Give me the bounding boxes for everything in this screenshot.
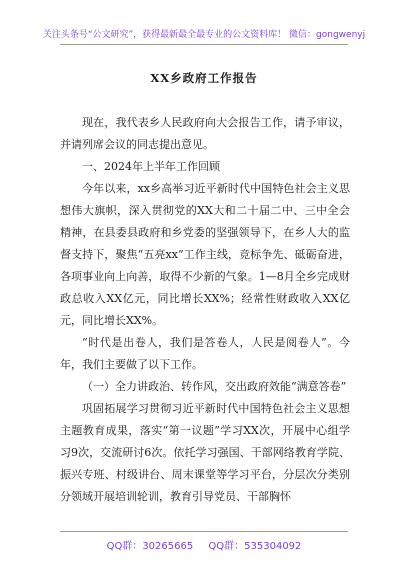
qq-group-1: QQ群：30265665 bbox=[106, 541, 194, 552]
paragraph-study: 巩固拓展学习贯彻习近平新时代中国特色社会主义思想主题教育成果，落实“第一议题”学习XX次，开展中心组学习9次，交流研讨6次。依托学习强国、干部网络教育学院、振兴专班、村级讲台、周末课堂等学习平台，分层次分类别分领域开展培训轮训，教育引导党员、干部胸怀 bbox=[60, 402, 350, 503]
paragraph-review: 今年以来，xx乡高举习近平新时代中国特色社会主义思想伟大旗帜，深入贯彻党的XX大和二十届二中、三中全会精神，在县委县政府和乡党委的坚强领导下，在乡人大的监督支持下，聚焦“五亮xx”工作主线，竞标争先、砥砺奋进，各项事业向上向善，取得不少新的气象。1—8月全乡完成财政总收入XX亿元，同比增长XX%；经常性财政收入XX亿元，同比增长XX%。 bbox=[60, 182, 350, 327]
header-note: 关注头条号“公文研究”，获得最新最全最专业的公文资料库！ 微信：gongwenyj bbox=[42, 30, 366, 40]
document-title: XX乡政府工作报告 bbox=[150, 71, 258, 85]
subsection-heading: （一）全力讲政治、转作风，交出政府效能“满意答卷” bbox=[82, 380, 347, 393]
qq-group-2: QQ群：535304092 bbox=[208, 541, 302, 552]
paragraph-quote: “时代是出卷人，我们是答卷人，人民是阅卷人”。今年，我们主要做了以下工作。 bbox=[60, 336, 350, 371]
footer-divider bbox=[60, 531, 348, 532]
header-divider bbox=[60, 44, 348, 45]
document-body bbox=[60, 112, 350, 508]
section-heading: 一、2024年上半年工作回顾 bbox=[82, 160, 220, 173]
footer-contact bbox=[0, 537, 408, 552]
paragraph-intro: 现在，我代表乡人民政府向大会报告工作，请予审议，并请列席会议的同志提出意见。 bbox=[60, 116, 350, 151]
